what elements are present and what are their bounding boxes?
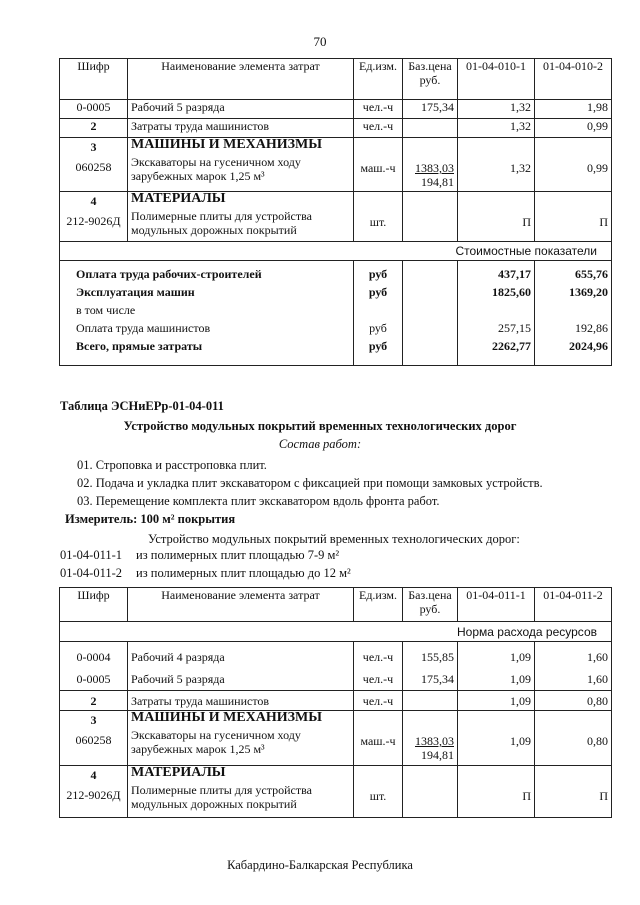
row-unit [354, 138, 403, 192]
header-col1: 01-04-010-1 [458, 59, 535, 100]
row-unit [354, 766, 403, 818]
resource-table-011 [59, 587, 612, 818]
price-value: 1383,03 [415, 734, 454, 748]
summary-value: 1369,20 [569, 285, 608, 299]
work-item: 01. Строповка и расстроповка плит. [77, 458, 267, 472]
row-unit: чел.-ч [354, 100, 403, 119]
resource-name: Полимерные плиты для устройства [131, 209, 312, 223]
value-2: 0,80 [587, 734, 608, 748]
section-number: 4 [90, 768, 97, 782]
row-price [403, 766, 458, 818]
summary-unit: руб [368, 339, 388, 353]
row-value-2 [535, 642, 612, 691]
row-code [60, 138, 128, 192]
row-price [403, 642, 458, 691]
summary-value: 192,86 [575, 321, 608, 335]
table-row [60, 119, 612, 138]
resource-code: 0-0005 [76, 672, 111, 686]
section-number: 3 [90, 713, 97, 727]
header-name: Наименование элемента затрат [128, 588, 354, 622]
unit-value: чел.-ч [362, 672, 394, 686]
table-row-group [60, 138, 612, 192]
summary-value: 655,76 [575, 267, 608, 281]
work-composition-title: Состав работ: [278, 437, 362, 451]
summary-label: в том числе [76, 303, 136, 317]
row-price: 175,34 [403, 100, 458, 119]
header-code: Шифр [60, 59, 128, 100]
resource-code: 060258 [75, 160, 112, 174]
section-number: 4 [90, 194, 97, 208]
item-code: 01-04-011-2 [60, 566, 123, 580]
row-value-1 [458, 766, 535, 818]
row-code [60, 192, 128, 242]
row-name [128, 711, 354, 766]
header-code: Шифр [60, 588, 128, 622]
table-row-group [60, 192, 612, 242]
section-caption: Норма расхода ресурсов [60, 622, 612, 642]
row-value-2: 0,99 [535, 119, 612, 138]
item-text: из полимерных плит площадью до 12 м² [136, 566, 351, 580]
section-title: МАТЕРИАЛЫ [131, 191, 226, 206]
resource-name: Рабочий 4 разряда [131, 650, 225, 664]
value-1: П [522, 789, 531, 803]
table-header [60, 588, 612, 622]
row-code: 0-0005 [60, 100, 128, 119]
row-unit [354, 192, 403, 242]
header-col2: 01-04-010-2 [535, 59, 612, 100]
row-code [60, 766, 128, 818]
value-2: 1,60 [587, 672, 608, 686]
row-price [403, 138, 458, 192]
value-2: 1,60 [587, 650, 608, 664]
row-name: Затраты труда машинистов [128, 691, 354, 711]
row-unit [354, 711, 403, 766]
summary-value: 1825,60 [492, 285, 531, 299]
row-price [403, 192, 458, 242]
item-text: из полимерных плит площадью 7-9 м² [136, 548, 340, 562]
table-title: Устройство модульных покрытий временных технологических дорог [123, 419, 517, 433]
row-name [128, 138, 354, 192]
summary-unit: руб [368, 267, 388, 281]
work-item: 02. Подача и укладка плит экскаватором с фиксацией при помощи замковых устройств. [77, 476, 543, 490]
page-footer: Кабардино-Балкарская Республика [227, 858, 413, 872]
row-price [403, 119, 458, 138]
table-row [60, 100, 612, 119]
summary-unit: руб [369, 321, 387, 335]
row-value-1 [458, 711, 535, 766]
header-base-price: Баз.цена руб. [403, 59, 458, 100]
section-title: МАШИНЫ И МЕХАНИЗМЫ [131, 137, 323, 152]
value-1: 1,09 [510, 672, 531, 686]
price-value: 175,34 [421, 672, 454, 686]
price-value-2: 194,81 [421, 175, 454, 189]
row-name [128, 192, 354, 242]
row-price [403, 691, 458, 711]
unit-value: чел.-ч [362, 650, 394, 664]
header-col2: 01-04-011-2 [535, 588, 612, 622]
summary-value: 2024,96 [569, 339, 608, 353]
summary-empty [403, 261, 458, 366]
section-caption: Стоимостные показатели [60, 242, 612, 261]
value-2: П [599, 215, 608, 229]
row-value-2 [535, 192, 612, 242]
resource-name-line2: зарубежных марок 1,25 м³ [131, 169, 265, 183]
resource-code: 0-0004 [76, 650, 111, 664]
summary-value: 257,15 [498, 321, 531, 335]
resource-name-line2: модульных дорожных покрытий [131, 797, 297, 811]
resource-name: Рабочий 5 разряда [131, 672, 225, 686]
summary-values-1 [458, 261, 535, 366]
row-value-1 [458, 192, 535, 242]
row-name [128, 766, 354, 818]
table-row [60, 691, 612, 711]
resource-name-line2: модульных дорожных покрытий [131, 223, 297, 237]
value-2: 0,99 [587, 161, 608, 175]
row-value-1 [458, 642, 535, 691]
row-unit [354, 642, 403, 691]
row-name [128, 642, 354, 691]
table-header [60, 59, 612, 100]
unit-value: маш.-ч [360, 161, 396, 175]
value-1: П [522, 215, 531, 229]
section-number: 3 [90, 140, 97, 154]
summary-label: Эксплуатация машин [76, 285, 195, 299]
work-item: 03. Перемещение комплекта плит экскаватором вдоль фронта работ. [77, 494, 440, 508]
section-header-row [60, 622, 612, 642]
price-value: 1383,03 [415, 161, 454, 175]
price-value: 155,85 [421, 650, 454, 664]
resource-name: Экскаваторы на гусеничном ходу [131, 728, 301, 742]
summary-label: Оплата труда рабочих-строителей [76, 267, 262, 281]
row-value-1 [458, 138, 535, 192]
summary-value: 2262,77 [492, 339, 531, 353]
summary-units [354, 261, 403, 366]
header-col1: 01-04-011-1 [458, 588, 535, 622]
resource-code: 212-9026Д [66, 788, 121, 802]
measure-unit: Измеритель: 100 м² покрытия [65, 512, 236, 526]
page-number: 70 [313, 34, 327, 49]
description: Устройство модульных покрытий временных технологических дорог: [148, 532, 520, 546]
row-code [60, 642, 128, 691]
row-value-2 [535, 711, 612, 766]
section-title: МАТЕРИАЛЫ [131, 765, 226, 780]
price-value-2: 194,81 [421, 748, 454, 762]
row-code [60, 711, 128, 766]
table-label: Таблица ЭСНиЕРр-01-04-011 [60, 399, 224, 413]
value-1: 1,09 [510, 650, 531, 664]
row-value-1: 1,32 [458, 119, 535, 138]
row-code: 2 [60, 119, 128, 138]
summary-unit: руб [368, 285, 388, 299]
row-value-1: 1,09 [458, 691, 535, 711]
summary-label: Оплата труда машинистов [76, 321, 211, 335]
row-unit: чел.-ч [354, 691, 403, 711]
row-value-2: 1,98 [535, 100, 612, 119]
row-name: Затраты труда машинистов [128, 119, 354, 138]
table-row-group [60, 711, 612, 766]
table-row-group [60, 642, 612, 691]
unit-value: маш.-ч [360, 734, 396, 748]
row-unit: чел.-ч [354, 119, 403, 138]
header-unit: Ед.изм. [354, 588, 403, 622]
cost-table-010 [59, 58, 612, 366]
unit-value: шт. [369, 789, 387, 803]
summary-values-2 [535, 261, 612, 366]
row-price [403, 711, 458, 766]
summary-labels [60, 261, 354, 366]
row-value-2 [535, 138, 612, 192]
summary-value: 437,17 [498, 267, 531, 281]
header-base-price: Баз.цена руб. [403, 588, 458, 622]
summary-block [60, 261, 612, 366]
table-row-group [60, 766, 612, 818]
value-2: П [599, 789, 608, 803]
row-value-1: 1,32 [458, 100, 535, 119]
resource-code: 060258 [75, 733, 112, 747]
section-title: МАШИНЫ И МЕХАНИЗМЫ [131, 710, 323, 725]
header-unit: Ед.изм. [354, 59, 403, 100]
value-1: 1,09 [510, 734, 531, 748]
resource-name: Экскаваторы на гусеничном ходу [131, 155, 301, 169]
row-value-2 [535, 766, 612, 818]
section-header-row [60, 242, 612, 261]
resource-name: Полимерные плиты для устройства [131, 783, 312, 797]
value-1: 1,32 [510, 161, 531, 175]
row-code: 2 [60, 691, 128, 711]
item-code: 01-04-011-1 [60, 548, 123, 562]
header-name: Наименование элемента затрат [128, 59, 354, 100]
unit-value: шт. [369, 215, 387, 229]
resource-name-line2: зарубежных марок 1,25 м³ [131, 742, 265, 756]
summary-label: Всего, прямые затраты [76, 339, 203, 353]
row-value-2: 0,80 [535, 691, 612, 711]
row-name: Рабочий 5 разряда [128, 100, 354, 119]
resource-code: 212-9026Д [66, 214, 121, 228]
